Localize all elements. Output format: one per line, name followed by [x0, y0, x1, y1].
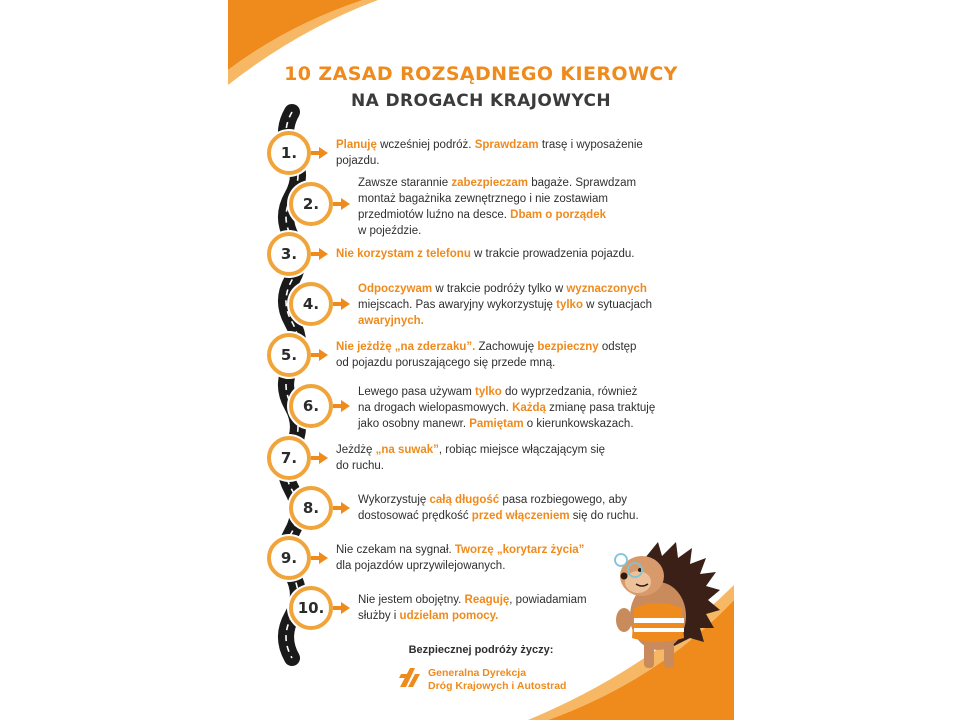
rule-phrase: służby i [358, 610, 400, 622]
rule-number-badge: 6. [289, 384, 333, 428]
rule-text-line [358, 384, 655, 400]
highlighted-phrase: Odpoczywam [358, 283, 433, 295]
rule-text-line [336, 246, 635, 262]
rule-phrase: Nie jestem obojętny. [358, 594, 465, 606]
rule-text-line [358, 592, 587, 608]
highlighted-phrase: awaryjnych. [358, 315, 424, 327]
rule-phrase: do ruchu. [336, 460, 384, 472]
rule-text-line [358, 608, 587, 624]
rule-text [358, 175, 636, 239]
rule-text [336, 442, 605, 474]
rule-phrase: w pojeździe. [358, 225, 422, 237]
rule-phrase: Wykorzystuję [358, 494, 430, 506]
highlighted-phrase: Tworzę „korytarz życia” [454, 544, 585, 556]
rule-phrase: od pojazdu poruszającego się przede mną. [336, 357, 556, 369]
highlighted-phrase: Nie jeżdżę „na zderzaku”. [336, 341, 476, 353]
rule-phrase: w trakcie prowadzenia pojazdu. [470, 248, 635, 260]
rule-phrase: o kierunkowskazach. [523, 418, 634, 430]
arrow-right-icon [341, 502, 350, 514]
hedgehog-nose [621, 573, 628, 580]
rule-text-line [358, 313, 652, 329]
rule-phrase: , powiadamiam [509, 594, 587, 606]
rule-phrase: w sytuacjach [582, 299, 652, 311]
rule-text-line [336, 542, 584, 558]
rule-phrase: na drogach wielopasmowych. [358, 402, 513, 414]
arrow-right-icon [319, 147, 328, 159]
glasses-icon [615, 554, 627, 566]
rule-text-line [358, 297, 652, 313]
highlighted-phrase: udzielam pomocy. [399, 610, 499, 622]
hedgehog-mascot-icon [610, 538, 734, 673]
rule-text-line [336, 355, 636, 371]
rule-text-line [358, 400, 655, 416]
rule-text-line [358, 223, 636, 239]
rule-phrase: Zawsze starannie [358, 177, 452, 189]
rule-number-badge: 8. [289, 486, 333, 530]
rule-phrase: Zachowuję [475, 341, 538, 353]
arrow-right-icon [319, 552, 328, 564]
rule-phrase: zmianę pasa traktuję [545, 402, 656, 414]
rule-phrase: dostosować prędkość [358, 510, 472, 522]
org-name-line2: Dróg Krajowych i Autostrad [428, 680, 567, 692]
rule-text [358, 492, 639, 524]
arrow-right-icon [319, 248, 328, 260]
highlighted-phrase: Nie korzystam z telefonu [336, 248, 471, 260]
rule-number-badge: 5. [267, 333, 311, 377]
rule-number-badge: 9. [267, 536, 311, 580]
rule-phrase: dla pojazdów uprzywilejowanych. [336, 560, 506, 572]
rule-text-line [336, 442, 605, 458]
highlighted-phrase: Planuję [336, 139, 377, 151]
rule-phrase: bagaże. Sprawdzam [528, 177, 637, 189]
rule-phrase: wcześniej podróż. [376, 139, 475, 151]
rule-text-line [358, 492, 639, 508]
highlighted-phrase: Dbam o porządek [510, 209, 606, 221]
rule-text-line [358, 508, 639, 524]
rule-text [336, 542, 584, 574]
rule-text-line [358, 191, 636, 207]
highlighted-phrase: tylko [556, 299, 583, 311]
arrow-right-icon [341, 198, 350, 210]
rule-number-badge: 10. [289, 586, 333, 630]
highlighted-phrase: zabezpieczam [451, 177, 529, 189]
arrow-right-icon [341, 400, 350, 412]
rule-text-line [336, 339, 636, 355]
highlighted-phrase: Każdą [512, 402, 546, 414]
highlighted-phrase: wyznaczonych [566, 283, 647, 295]
rule-text [336, 137, 643, 169]
highlighted-phrase: całą długość [429, 494, 500, 506]
rule-phrase: się do ruchu. [569, 510, 639, 522]
highlighted-phrase: „na suwak” [375, 444, 439, 456]
closing-wish: Bezpiecznej podróży życzy: [408, 644, 554, 656]
rule-phrase: miejscach. Pas awaryjny wykorzystuję [358, 299, 557, 311]
rule-text-line [336, 137, 643, 153]
rule-phrase: odstęp [598, 341, 637, 353]
rule-text-line [358, 207, 636, 223]
rule-phrase: przedmiotów luźno na desce. [358, 209, 511, 221]
rule-number-badge: 2. [289, 182, 333, 226]
rule-text-line [336, 153, 643, 169]
highlighted-phrase: Sprawdzam [474, 139, 539, 151]
rule-text [336, 246, 635, 262]
rule-text-line [336, 458, 605, 474]
rule-number-badge: 1. [267, 131, 311, 175]
highlighted-phrase: Pamiętam [469, 418, 524, 430]
rule-phrase: , robiąc miejsce włączającym się [438, 444, 606, 456]
rule-text-line [336, 558, 584, 574]
arrow-right-icon [319, 452, 328, 464]
highlighted-phrase: przed włączeniem [471, 510, 570, 522]
rule-number-badge: 7. [267, 436, 311, 480]
rule-text [358, 384, 655, 432]
rule-phrase: w trakcie podróży tylko w [432, 283, 567, 295]
rule-phrase: trasę i wyposażenie [538, 139, 643, 151]
arrow-right-icon [341, 298, 350, 310]
rule-phrase: pojazdu. [336, 155, 380, 167]
rule-number-badge: 3. [267, 232, 311, 276]
poster-title: 10 ZASAD ROZSĄDNEGO KIEROWCY [284, 63, 678, 85]
rule-text [358, 592, 587, 624]
gddkia-logo-icon [398, 666, 422, 688]
arrow-right-icon [319, 349, 328, 361]
rule-number-badge: 4. [289, 282, 333, 326]
poster-subtitle: NA DROGACH KRAJOWYCH [350, 91, 612, 111]
rule-phrase: pasa rozbiegowego, aby [499, 494, 628, 506]
arrow-right-icon [341, 602, 350, 614]
rule-phrase: Lewego pasa używam [358, 386, 475, 398]
rule-text-line [358, 416, 655, 432]
rule-phrase: jako osobny manewr. [358, 418, 470, 430]
highlighted-phrase: tylko [474, 386, 502, 398]
rule-text-line [358, 175, 636, 191]
rule-text [358, 281, 652, 329]
rule-text-line [358, 281, 652, 297]
rule-phrase: Nie czekam na sygnał. [336, 544, 455, 556]
highlighted-phrase: bezpieczny [537, 341, 599, 353]
rule-phrase: do wyprzedzania, również [501, 386, 638, 398]
rule-phrase: montaż bagażnika zewnętrznego i nie zostawiam [358, 193, 608, 205]
rule-phrase: Jeżdżę [336, 444, 376, 456]
highlighted-phrase: Reaguję [464, 594, 510, 606]
org-name-line1: Generalna Dyrekcja [428, 667, 527, 679]
safety-poster [228, 0, 734, 720]
rule-text [336, 339, 636, 371]
